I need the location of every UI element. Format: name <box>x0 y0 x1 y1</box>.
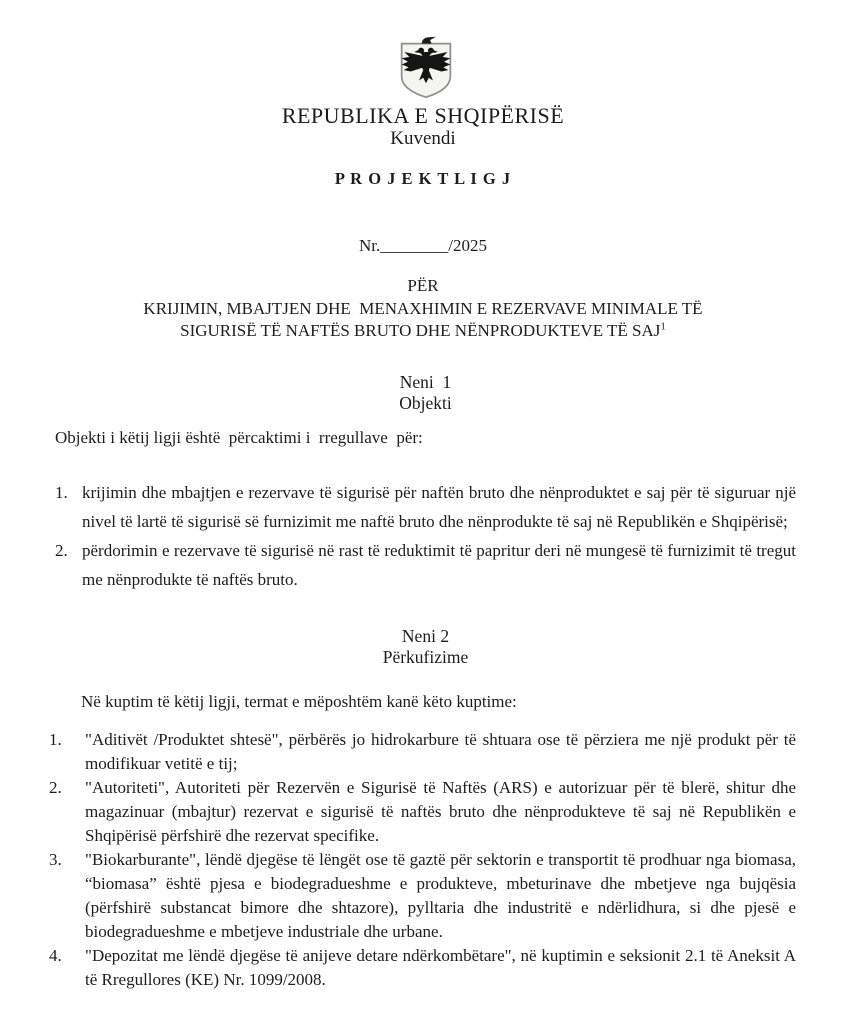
article-neni-2 <box>49 625 796 992</box>
item-text: përdorimin e rezervave të sigurisë në rast të reduktimit të papritur deri në mungesë të furnizimit të tregut me nënprodukte të naftës bruto. <box>82 540 796 589</box>
assembly-name: Kuvendi <box>390 128 456 149</box>
item-number: 2. <box>49 777 62 797</box>
item-number: 1. <box>55 482 68 502</box>
item-text: "Aditivët /Produktet shtesë", përbërës jo hidrokarbure të shtuara ose të përziera me një produkt për të modifikuar vetitë e tij; <box>85 729 796 773</box>
document-type-heading: P R O J E K T L I G J <box>334 169 512 188</box>
article-2-list <box>49 728 796 992</box>
law-title-block <box>0 275 846 343</box>
albania-coat-of-arms-icon <box>391 36 461 100</box>
republic-title: REPUBLIKA E SHQIPËRISË <box>281 103 565 128</box>
item-number: 4. <box>49 945 62 965</box>
list-item <box>49 728 796 776</box>
article-1-subheading: Objekti <box>399 392 452 413</box>
item-text: "Autoriteti", Autoriteti për Rezervën e Sigurisë të Naftës (ARS) e autorizuar për të blerë, shitur dhe magazinuar (mbajtur) rezervat e sigurisë të naftës bruto dhe nënprodukteve të saj në Republikën e Shqipërisë përfshirë dhe rezervat specifike. <box>85 777 796 845</box>
list-item <box>49 944 796 992</box>
footnote-reference: 1 <box>660 320 666 333</box>
list-item <box>55 478 796 536</box>
article-1-heading: Neni 1 <box>399 371 452 392</box>
article-2-subheading: Përkufizime <box>382 646 469 667</box>
list-item <box>49 776 796 848</box>
article-2-heading: Neni 2 <box>401 625 450 646</box>
title-per: PËR <box>407 276 439 295</box>
article-neni-1 <box>55 372 796 594</box>
item-text: krijimin dhe mbajtjen e rezervave të sigurisë për naftën bruto dhe nënproduktet e saj për të siguruar një nivel të lartë të sigurisë së furnizimit me naftë bruto dhe nënprodukte të saj në Republikën e Shqipërisë; <box>82 482 796 531</box>
article-2-intro: Në kuptim të këtij ligji, termat e mëposhtëm kanë këto kuptime: <box>81 691 517 711</box>
list-item <box>49 848 796 944</box>
item-number: 3. <box>49 849 62 869</box>
list-item <box>55 536 796 594</box>
item-text: "Biokarburante", lëndë djegëse të lëngët ose të gaztë për sektorin e transportit të prodhuar nga biomasa, “biomasa” është pjesa e biodegradueshme e produkteve, mbeturinave dhe mbetjeve nga bujqësia (përfshirë substancat bimore dhe shtazore), pylltaria dhe industritë e ndërlidhura, si dhe pjesë e biodegradueshme e mbetjeve industriale dhe urbane. <box>85 849 796 941</box>
act-number-line: Nr.________/2025 <box>359 236 487 255</box>
helmet-icon <box>421 37 435 44</box>
item-number: 1. <box>49 729 62 749</box>
item-number: 2. <box>55 540 68 560</box>
title-line1: KRIJIMIN, MBAJTJEN DHE MENAXHIMIN E REZERVAVE MINIMALE TË <box>143 298 703 318</box>
title-line2: SIGURISË TË NAFTËS BRUTO DHE NËNPRODUKTEVE TË SAJ$^1$ <box>180 320 666 340</box>
item-text: "Depozitat me lëndë djegëse të anijeve detare ndërkombëtare", në kuptimin e seksionit 2.1 të Aneksit A të Rregullores (KE) Nr. 1099/2008. <box>85 945 796 989</box>
article-1-list <box>55 478 796 594</box>
article-1-intro: Objekti i këtij ligji është përcaktimi i rregullave për: <box>55 427 423 447</box>
